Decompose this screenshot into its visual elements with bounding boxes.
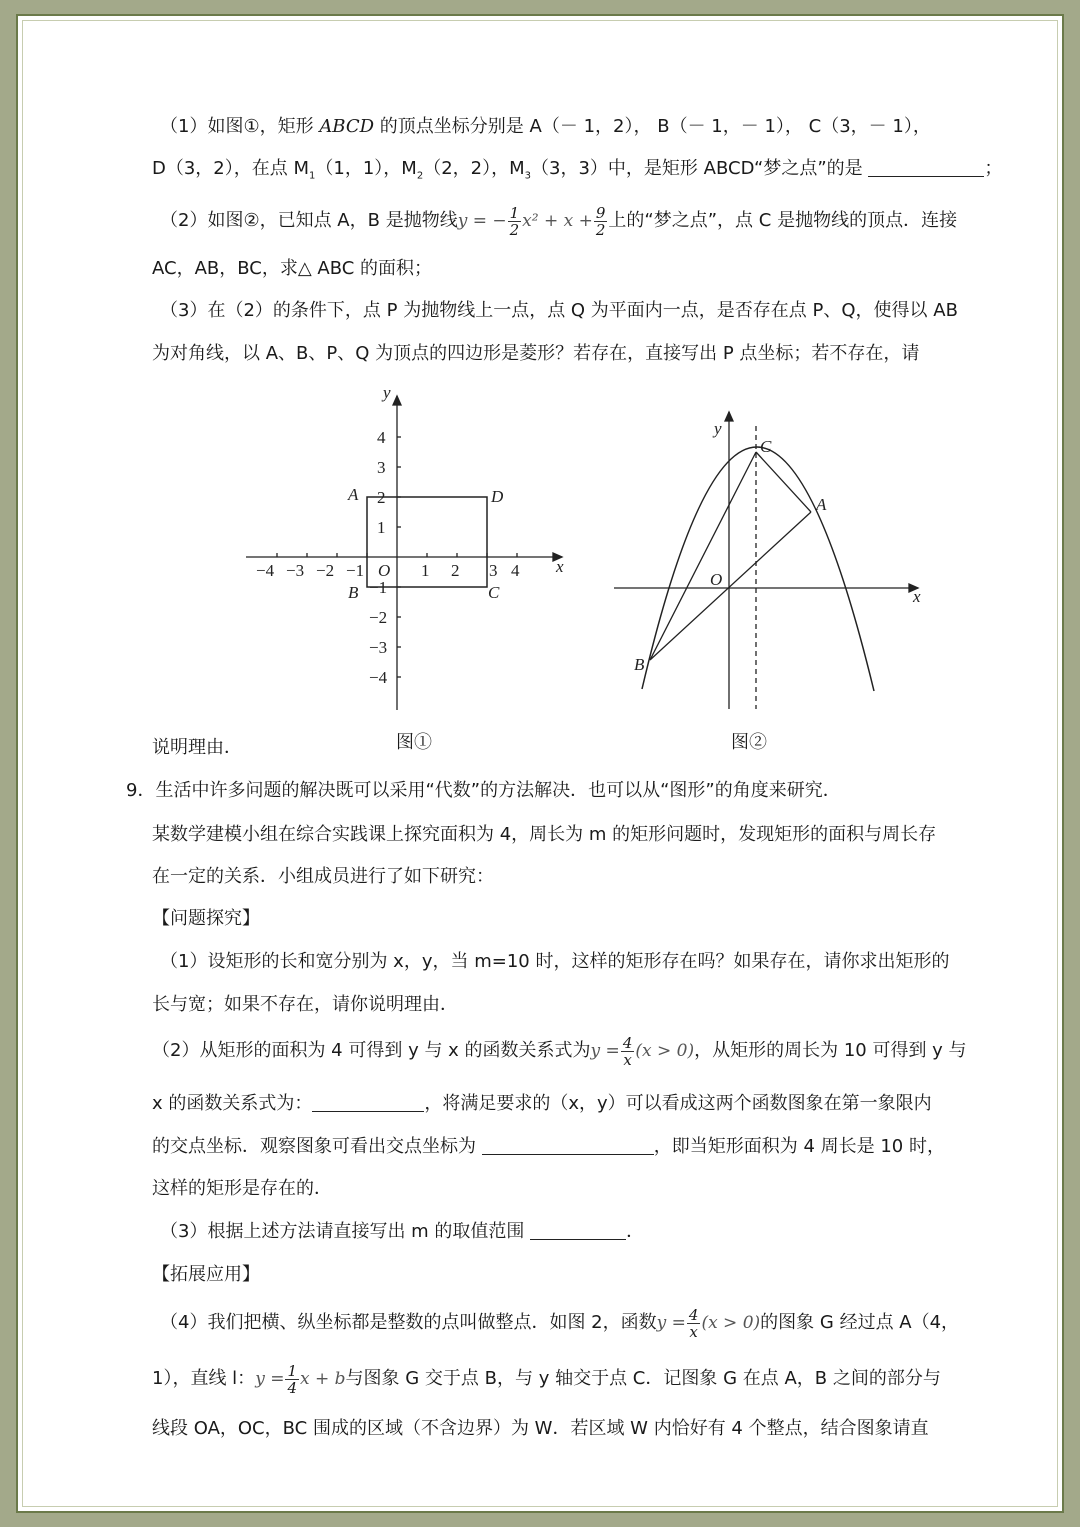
- p8-line-4: AC，AB，BC，求△ ABC 的面积；: [152, 258, 433, 279]
- p9-line-10: （3）根据上述方法请直接写出 m 的取值范围 ．: [160, 1221, 645, 1242]
- p8-line-5: （3）在（2）的条件下，点 P 为抛物线上一点，点 Q 为平面内一点，是否存在点 P、Q，使得以 AB: [160, 300, 958, 321]
- fraction-one-half: $\frac{1}{2}$: [509, 203, 520, 239]
- p9-line-2: 某数学建模小组在综合实践课上探究面积为 4，周长为 m 的矩形问题时，发现矩形的面积与周长存: [152, 824, 937, 845]
- fig2-origin-label: O: [710, 570, 723, 589]
- fig1-xtick: −1: [346, 561, 365, 580]
- p8-line-1: （1）如图①，矩形 ABCD 的顶点坐标分别是 A（－ 1，2）， B（－ 1，－ 1）， C（3，－ 1），: [160, 116, 931, 137]
- p9-line-6: （2）从矩形的面积为 4 可得到 y 与 x 的函数关系式为y = $\frac{4}{x}$ (x > 0)，从矩形的周长为 10 可得到 y 与: [152, 1033, 967, 1069]
- fig1-point-c: C: [488, 583, 500, 602]
- fig2-x-label: x: [913, 587, 921, 606]
- fig2-point-c: C: [760, 437, 772, 456]
- p9-line-11: （4）我们把横、纵坐标都是整数的点叫做整点．如图 2，函数y = $\frac{4}{x}$ (x > 0)的图象 G 经过点 A（4，: [160, 1305, 960, 1341]
- fig1-ytick: 2: [377, 488, 386, 507]
- p9-line-3: 在一定的关系．小组成员进行了如下研究：: [152, 866, 494, 887]
- p8-line-6: 为对角线，以 A、B、P、Q 为顶点的四边形是菱形？若存在，直接写出 P 点坐标；若不存在，请: [152, 343, 920, 364]
- fig1-origin-label: O: [378, 561, 391, 580]
- fig1-ytick: −3: [369, 638, 388, 657]
- fig1-xtick: −2: [316, 561, 335, 580]
- fig2-y-label: y: [714, 419, 722, 438]
- fig1-y-arrow: [393, 396, 401, 405]
- fraction-4-over-x: $\frac{4}{x}$: [688, 1305, 699, 1341]
- fig1-xtick: 1: [421, 561, 430, 580]
- fig1-ytick: 4: [377, 428, 386, 447]
- answer-blank-4[interactable]: [530, 1221, 626, 1240]
- fig2-segment-bc: [650, 452, 756, 660]
- fig1-point-b: B: [348, 583, 359, 602]
- fig1-y-label: y: [383, 383, 391, 402]
- fig1-caption: 图①: [396, 732, 432, 752]
- answer-blank-3[interactable]: [482, 1136, 654, 1155]
- p9-heading-exploration: 【问题探究】: [152, 908, 260, 929]
- fraction-nine-halves: $\frac{9}{2}$: [595, 203, 606, 239]
- p9-line-12: 1），直线 l：y = $\frac{1}{4}$ x + b与图象 G 交于点 B，与 y 轴交于点 C．记图象 G 在点 A，B 之间的部分与: [152, 1361, 941, 1397]
- fig1-ytick: −4: [369, 668, 388, 687]
- fig1-xtick: −4: [256, 561, 275, 580]
- fig1-ytick: −1: [369, 578, 388, 597]
- figure-2-parabola-graph: [610, 404, 940, 714]
- fig2-segment-ca: [756, 452, 811, 512]
- fig2-parabola: [642, 447, 874, 691]
- worksheet-page: [16, 14, 1064, 1513]
- fraction-4-over-x: $\frac{4}{x}$: [622, 1033, 633, 1069]
- p9-line-5: 长与宽；如果不存在，请你说明理由．: [152, 994, 458, 1015]
- fig2-caption: 图②: [731, 732, 767, 752]
- p9-line-13: 线段 OA，OC，BC 围成的区域（不含边界）为 W．若区域 W 内恰好有 4 个整点，结合图象请直: [152, 1418, 929, 1439]
- fig1-ytick: −2: [369, 608, 388, 627]
- fig1-point-a: A: [348, 485, 359, 504]
- fig2-segment-ab: [650, 512, 811, 660]
- figure-1-rectangle-graph: [240, 382, 580, 716]
- fraction-one-quarter: $\frac{1}{4}$: [287, 1361, 297, 1397]
- fig1-xtick: 4: [511, 561, 520, 580]
- fig2-point-a: A: [816, 495, 827, 514]
- fig1-xtick: −3: [286, 561, 305, 580]
- fig1-ytick: 1: [377, 518, 386, 537]
- p9-line-7: x 的函数关系式为： ，将满足要求的（x，y）可以看成这两个函数图象在第一象限内: [152, 1093, 932, 1114]
- p9-heading-application: 【拓展应用】: [152, 1264, 260, 1285]
- fig2-y-arrow: [725, 412, 733, 421]
- fig1-xtick: 2: [451, 561, 460, 580]
- p8-line-3: （2）如图②，已知点 A，B 是抛物线y = − $\frac{1}{2}$ x² + x + $\frac{9}{2}$ 上的“梦之点”，点 C 是抛物线的顶点．连接: [160, 203, 958, 239]
- p9-line-4: （1）设矩形的长和宽分别为 x，y，当 m=10 时，这样的矩形存在吗？如果存在，请你求出矩形的: [160, 951, 950, 972]
- answer-blank-1[interactable]: [868, 158, 984, 177]
- fig1-point-d: D: [491, 487, 504, 506]
- fig2-point-b: B: [634, 655, 645, 674]
- p8-line-7: 说明理由．: [152, 737, 242, 758]
- p9-line-1: 9．生活中许多问题的解决既可以采用“代数”的方法解决．也可以从“图形”的角度来研究．: [126, 780, 841, 801]
- answer-blank-2[interactable]: [312, 1093, 424, 1112]
- fig1-ytick: 3: [377, 458, 386, 477]
- p9-line-8: 的交点坐标．观察图象可看出交点坐标为 ，即当矩形面积为 4 周长是 10 时，: [152, 1136, 945, 1157]
- p9-line-9: 这样的矩形是存在的．: [152, 1178, 332, 1199]
- fig1-x-label: x: [556, 557, 564, 576]
- fig1-xtick: 3: [489, 561, 498, 580]
- p8-line-2: D（3，2），在点 $M_1(1$，1），$M_2(2$，2），$M_3(3$，3）中，是矩形 ABCD“梦之点”的是 ；: [152, 158, 1003, 182]
